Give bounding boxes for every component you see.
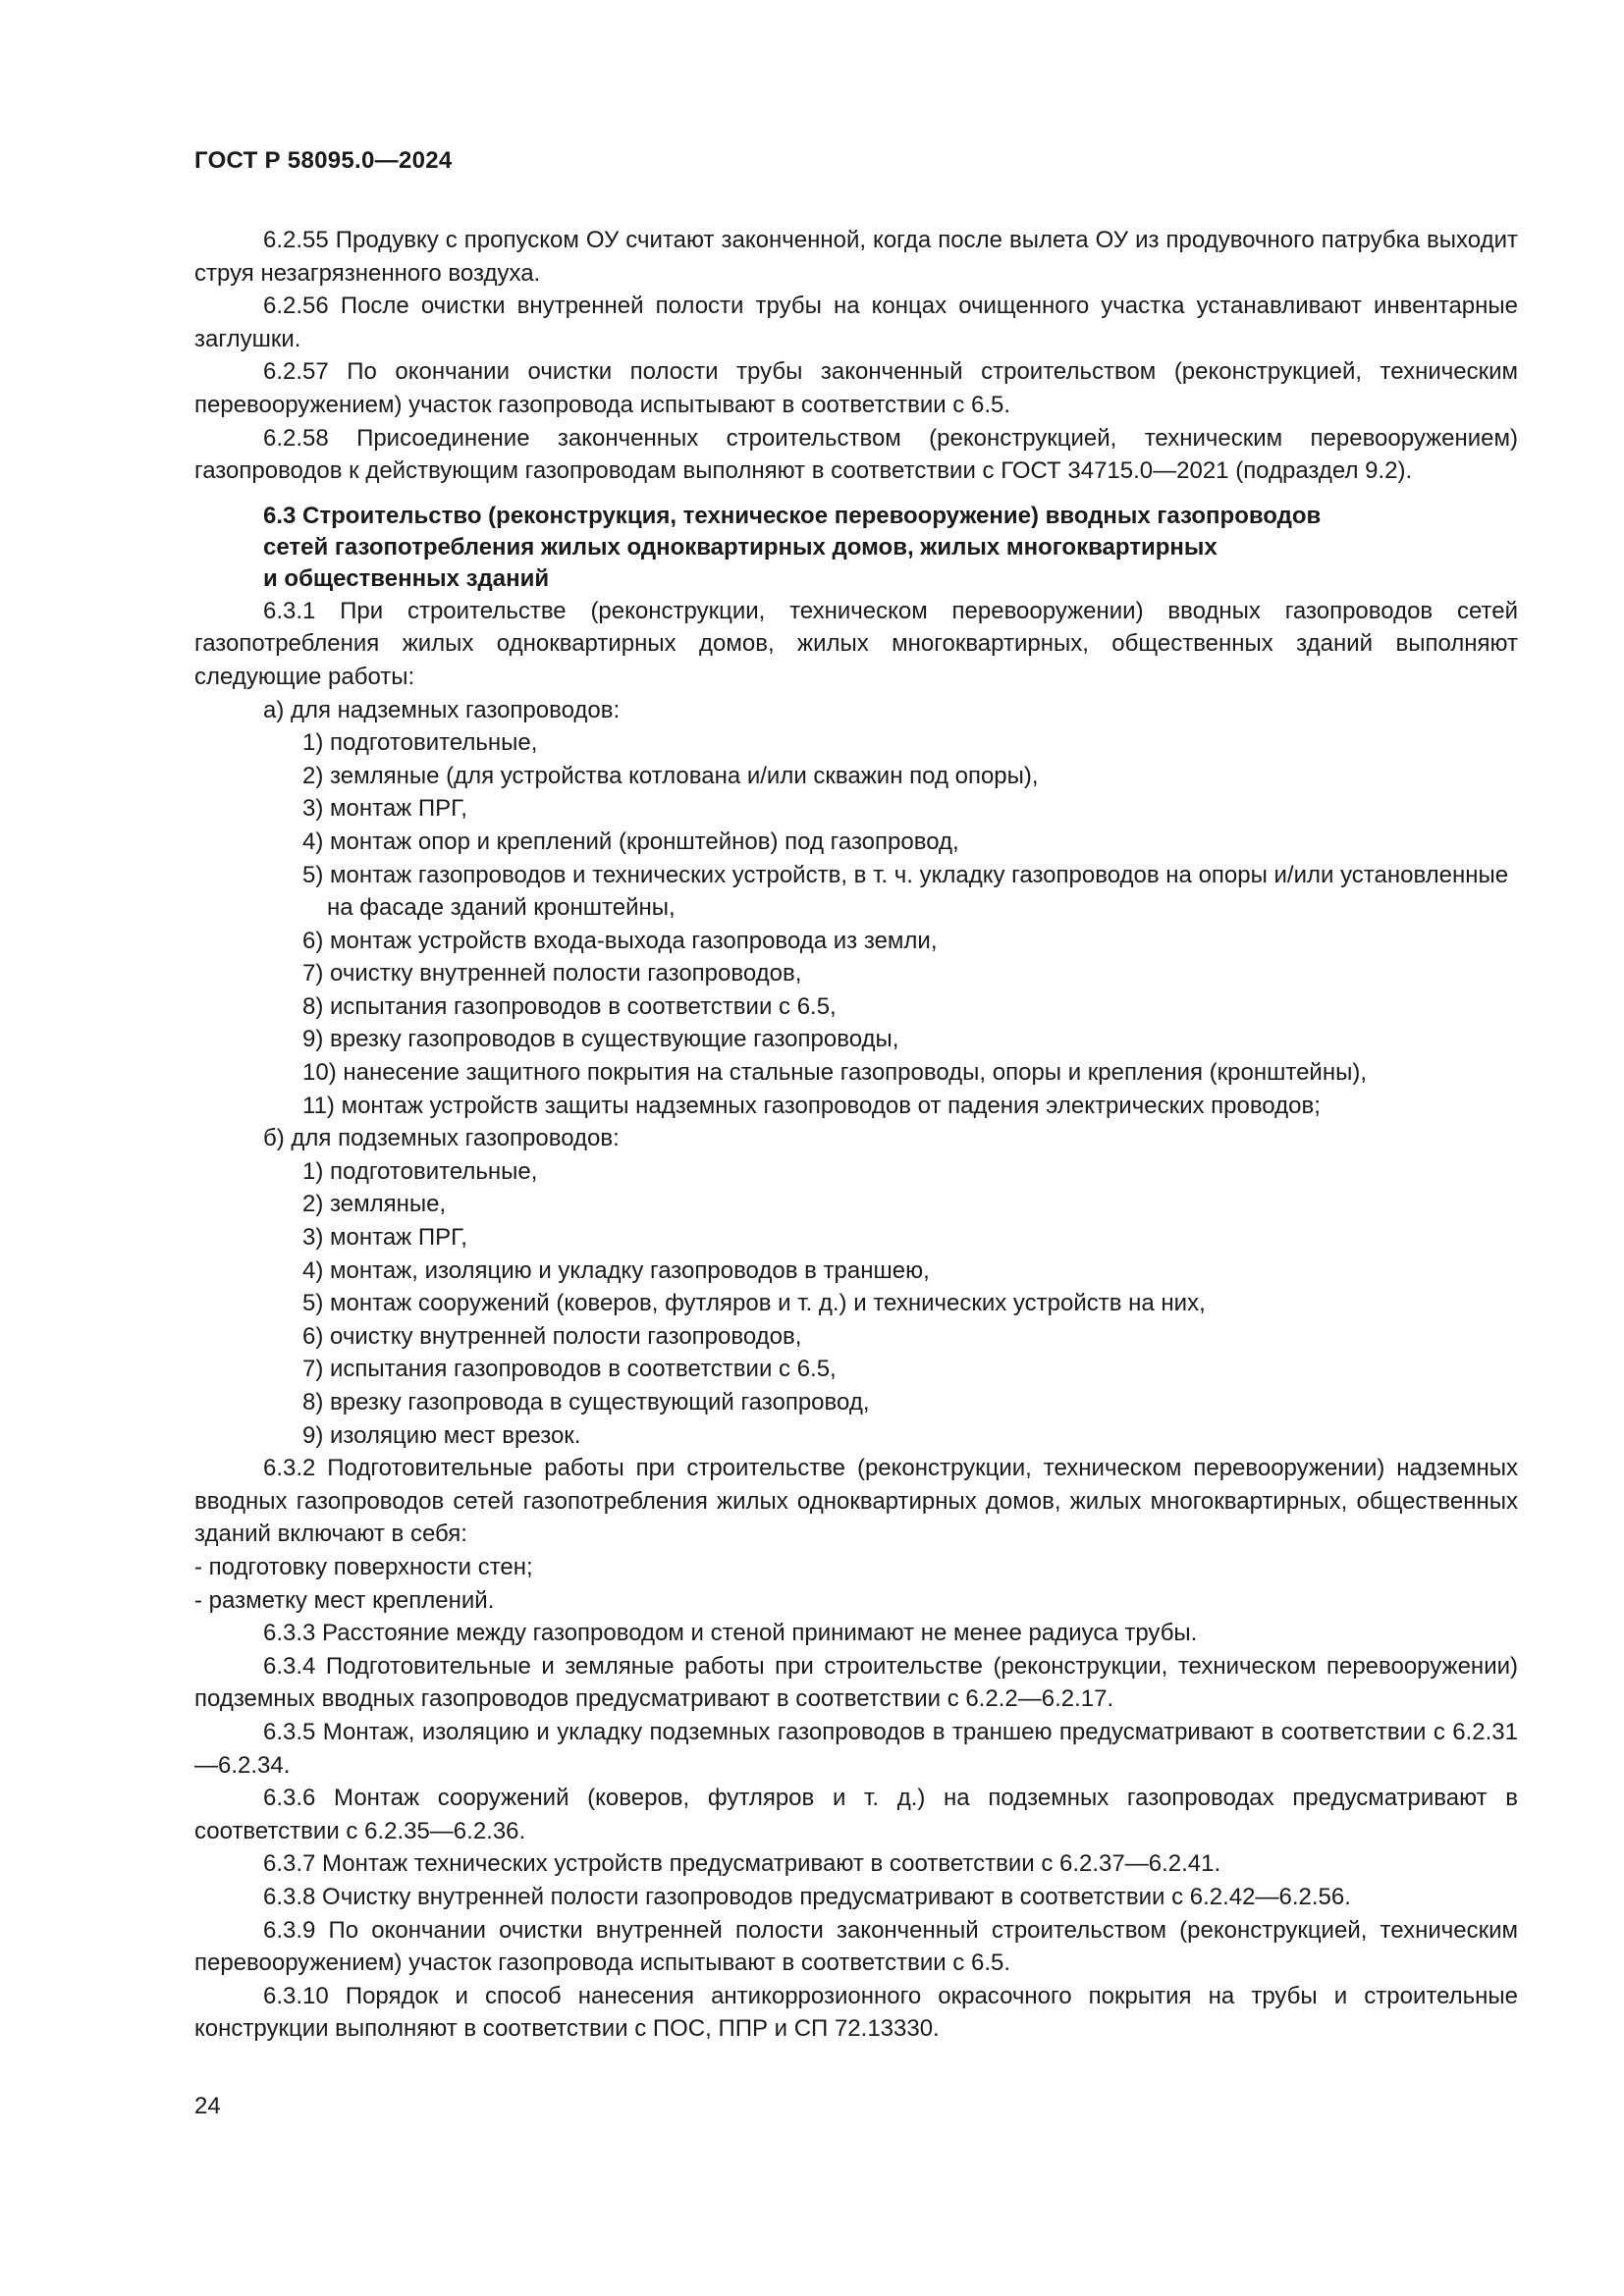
list-item: 10) нанесение защитного покрытия на стальные газопроводы, опоры и крепления (кронштейны), bbox=[302, 1059, 1367, 1087]
list-item: 8) испытания газопроводов в соответствии с 6.5, bbox=[302, 992, 837, 1020]
list-item: 5) монтаж сооружений (коверов, футляров и т. д.) и технических устройств на них, bbox=[302, 1290, 1206, 1317]
section-heading-line: и общественных зданий bbox=[263, 564, 550, 592]
paragraph-6-3-9: 6.3.9 По окончании очистки внутренней полости законченный строительством (реконструкцией, техническим перевооружением) участок газопровода испытывают в соответствии с 6.5. bbox=[194, 1916, 1518, 1977]
paragraph-6-3-10: 6.3.10 Порядок и способ нанесения антикоррозионного окрасочного покрытия на трубы и строительные конструкции выполняют в соответствии с ПОС, ППР и СП 72.13330. bbox=[194, 1982, 1518, 2043]
list-item: 6) монтаж устройств входа-выхода газопровода из земли, bbox=[302, 927, 938, 954]
list-item: 2) земляные (для устройства котлована и/или скважин под опоры), bbox=[302, 762, 1039, 789]
list-item: 6) очистку внутренней полости газопроводов, bbox=[302, 1322, 802, 1350]
document-body bbox=[194, 224, 1518, 2046]
paragraph-6-3-7: 6.3.7 Монтаж технических устройств предусматривают в соответствии с 6.2.37—6.2.41. bbox=[263, 1850, 1221, 1878]
paragraph-6-2-55: 6.2.55 Продувку с пропуском ОУ считают законченной, когда после вылета ОУ из продувочного патрубка выходит струя незагрязненного воздуха. bbox=[194, 227, 1518, 287]
paragraph-6-3-2: 6.3.2 Подготовительные работы при строительстве (реконструкции, техническом перевооружении) надземных вводных газопроводов сетей газопотребления жилых одноквартирных домов, жилых многоквартирных, общественных зданий включают в себя: bbox=[194, 1455, 1518, 1548]
paragraph-6-2-58: 6.2.58 Присоединение законченных строительством (реконструкцией, техническим перевооружением) газопроводов к действующим газопроводам выполняют в соответствии с ГОСТ 34715.0—2021 (подраздел 9.2). bbox=[194, 424, 1518, 485]
list-item: 3) монтаж ПРГ, bbox=[302, 1224, 467, 1252]
section-heading-line: 6.3 Строительство (реконструкция, техническое перевооружение) вводных газопроводов bbox=[263, 502, 1322, 529]
page-number: 24 bbox=[194, 2093, 221, 2119]
list-item: 9) врезку газопроводов в существующие газопроводы, bbox=[302, 1026, 899, 1053]
list-item: 5) монтаж газопроводов и технических устройств, в т. ч. укладку газопроводов на опоры и/или установленные на фасаде зданий кронштейны, bbox=[302, 861, 1509, 922]
dash-item: - разметку мест креплений. bbox=[194, 1586, 495, 1614]
paragraph-6-3-6: 6.3.6 Монтаж сооружений (коверов, футляров и т. д.) на подземных газопроводах предусматривают в соответствии с 6.2.35—6.2.36. bbox=[194, 1785, 1518, 1844]
list-b-title: б) для подземных газопроводов: bbox=[263, 1125, 620, 1152]
list-item: 4) монтаж, изоляцию и укладку газопроводов в траншею, bbox=[302, 1256, 930, 1284]
list-item: 7) испытания газопроводов в соответствии с 6.5, bbox=[302, 1356, 837, 1383]
list-item: 1) подготовительные, bbox=[302, 729, 538, 757]
section-heading-6-3 bbox=[194, 501, 1518, 595]
list-item: 3) монтаж ПРГ, bbox=[302, 795, 467, 823]
list-item: 8) врезку газопровода в существующий газопровод, bbox=[302, 1389, 870, 1415]
paragraph-6-3-1: 6.3.1 При строительстве (реконструкции, техническом перевооружении) вводных газопроводов сетей газопотребления жилых одноквартирных домов, жилых многоквартирных, общественных зданий выполняют следующие работы: bbox=[194, 597, 1518, 690]
section-heading-line: сетей газопотребления жилых одноквартирных домов, жилых многоквартирных bbox=[263, 533, 1218, 561]
paragraph-6-3-5: 6.3.5 Монтаж, изоляцию и укладку подземных газопроводов в траншею предусматривают в соответствии с 6.2.31—6.2.34. bbox=[194, 1718, 1518, 1779]
paragraph-6-3-3: 6.3.3 Расстояние между газопроводом и стеной принимают не менее радиуса трубы. bbox=[263, 1620, 1198, 1647]
list-item: 7) очистку внутренней полости газопроводов, bbox=[302, 960, 802, 988]
list-item: 11) монтаж устройств защиты надземных газопроводов от падения электрических проводов; bbox=[302, 1092, 1321, 1119]
paragraph-6-3-4: 6.3.4 Подготовительные и земляные работы при строительстве (реконструкции, техническом перевооружении) подземных вводных газопроводов предусматривают в соответствии с 6.2.2—6.2.17. bbox=[194, 1652, 1518, 1713]
list-item: 2) земляные, bbox=[302, 1191, 447, 1218]
dash-item: - подготовку поверхности стен; bbox=[194, 1553, 533, 1580]
page-header: ГОСТ Р 58095.0—2024 bbox=[194, 147, 453, 174]
paragraph-6-3-8: 6.3.8 Очистку внутренней полости газопроводов предусматривают в соответствии с 6.2.42—6.2.56. bbox=[263, 1883, 1351, 1910]
paragraph-6-2-56: 6.2.56 После очистки внутренней полости трубы на концах очищенного участка устанавливают инвентарные заглушки. bbox=[194, 293, 1518, 352]
list-item: 1) подготовительные, bbox=[302, 1157, 538, 1185]
list-item: 4) монтаж опор и креплений (кронштейнов) под газопровод, bbox=[302, 828, 959, 855]
list-a-title: а) для надземных газопроводов: bbox=[263, 696, 621, 723]
paragraph-6-2-57: 6.2.57 По окончании очистки полости трубы законченный строительством (реконструкцией, техническим перевооружением) участок газопровода испытывают в соответствии с 6.5. bbox=[194, 358, 1518, 418]
list-item: 9) изоляцию мест врезок. bbox=[302, 1421, 581, 1449]
